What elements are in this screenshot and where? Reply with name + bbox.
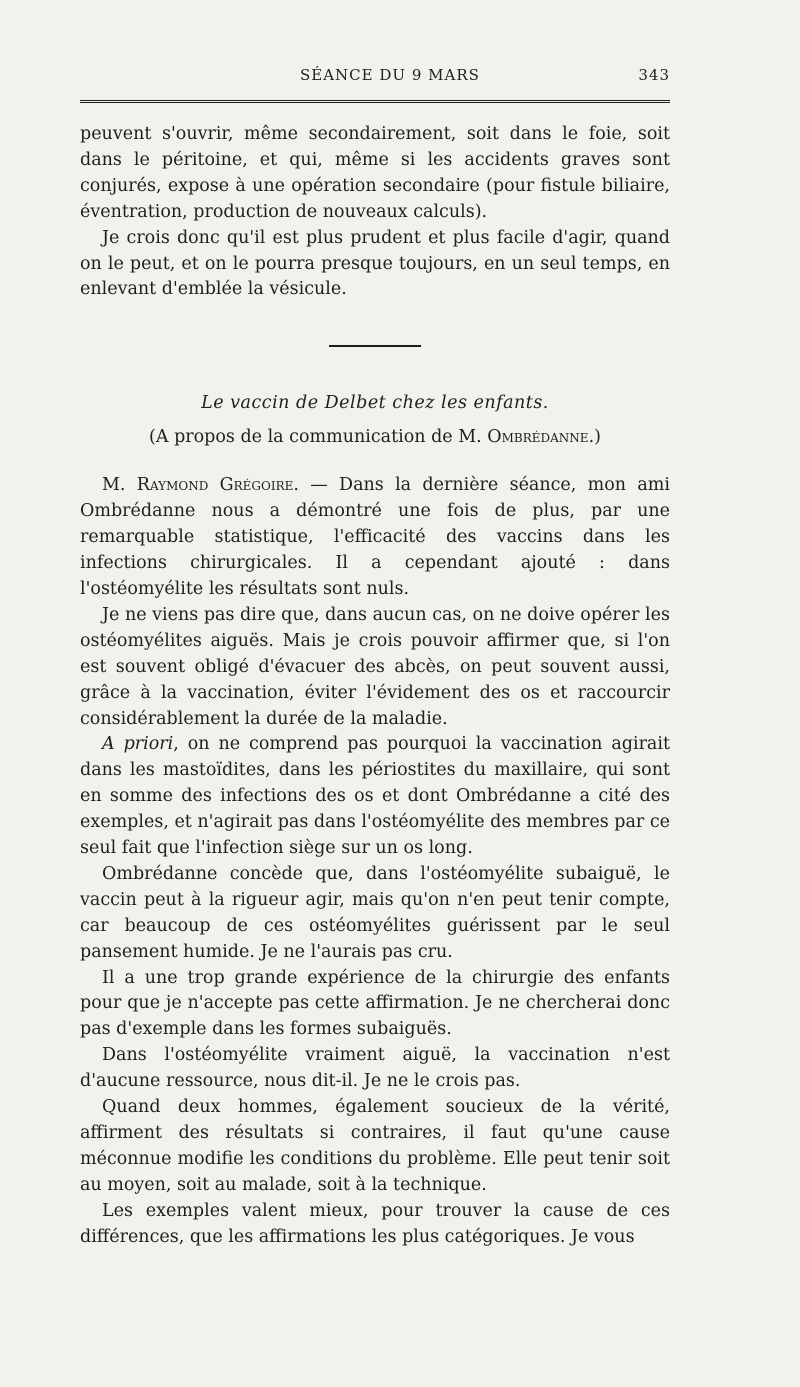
priori-lead: A priori bbox=[102, 734, 174, 755]
speaker-name: Raymond Grégoire bbox=[136, 475, 294, 496]
priori-text: , on ne comprend pas pourquoi la vaccination agirait dans les mastoïdites, dans les périostites du maxillaire, qui sont en somme des infections des os et dont Ombrédanne a cité des exemples, et n'agirait pas dans l'ostéomyélite des membres par ce seul fait que l'infection siège sur un os long. bbox=[80, 734, 670, 859]
speaker-paragraph bbox=[80, 473, 670, 603]
paragraph-1: Je ne viens pas dire que, dans aucun cas, on ne doive opérer les ostéomyélites aiguës. Mais je crois pouvoir affirmer que, si l'on est souvent obligé d'évacuer des abcès, on peut souvent aussi, grâce à la vaccination, éviter l'évidement des os et raccourcir considérablement la durée de la maladie. bbox=[80, 604, 670, 729]
article-subtitle-suffix: .) bbox=[588, 427, 601, 448]
article-subtitle-prefix: (A propos de la communication de M. bbox=[149, 427, 482, 448]
article-title: Le vaccin de Delbet chez les enfants. bbox=[201, 393, 549, 414]
article-subtitle bbox=[80, 427, 670, 447]
intro-paragraph-1: peuvent s'ouvrir, même secondairement, soit dans le foie, soit dans le péritoine, et qui, même si les accidents graves sont conjurés, expose à une opération secondaire (pour fistule biliaire, éventration, production de nouveaux calculs). bbox=[80, 124, 670, 222]
article-subtitle-name: Ombrédanne bbox=[487, 427, 589, 448]
paragraph-5: Quand deux hommes, également soucieux de la vérité, affirment des résultats si contraires, il faut qu'une cause méconnue modifie les conditions du problème. Elle peut tenir soit au moyen, soit au malade, soit à la technique. bbox=[80, 1097, 670, 1195]
paragraph-4: Dans l'ostéomyélite vraiment aiguë, la vaccination n'est d'aucune ressource, nous dit-il. Je ne le crois pas. bbox=[80, 1045, 670, 1092]
section-separator bbox=[329, 345, 421, 347]
running-title: SÉANCE DU 9 MARS bbox=[300, 66, 480, 84]
page-number: 343 bbox=[638, 66, 670, 84]
speaker-text: . — Dans la dernière séance, mon ami Ombrédanne nous a démontré une fois de plus, par une remarquable statistique, l'efficacité des vaccins dans les infections chirurgicales. Il a cependant ajouté : dans l'ostéomyélite les résultats sont nuls. bbox=[80, 475, 670, 599]
paragraph-2: Ombrédanne concède que, dans l'ostéomyélite subaiguë, le vaccin peut à la rigueur agir, mais qu'on n'en peut tenir compte, car beaucoup de ces ostéomyélites guérissent par le seul pansement humide. Je ne l'aurais pas cru. bbox=[80, 863, 670, 962]
header-rule bbox=[80, 100, 670, 103]
priori-paragraph bbox=[80, 732, 670, 862]
page bbox=[80, 60, 670, 1251]
paragraph-6: Les exemples valent mieux, pour trouver la cause de ces différences, que les affirmations les plus catégoriques. Je vous bbox=[80, 1200, 670, 1247]
speaker-title: M. bbox=[102, 475, 126, 496]
intro-paragraph-2: Je crois donc qu'il est plus prudent et plus facile d'agir, quand on le peut, et on le pourra presque toujours, en un seul temps, en enlevant d'emblée la vésicule. bbox=[80, 227, 670, 300]
running-header bbox=[80, 60, 670, 90]
body-text bbox=[80, 122, 670, 1251]
paragraph-3: Il a une trop grande expérience de la chirurgie des enfants pour que je n'accepte pas cette affirmation. Je ne chercherai donc pas d'exemple dans les formes subaiguës. bbox=[80, 967, 670, 1040]
